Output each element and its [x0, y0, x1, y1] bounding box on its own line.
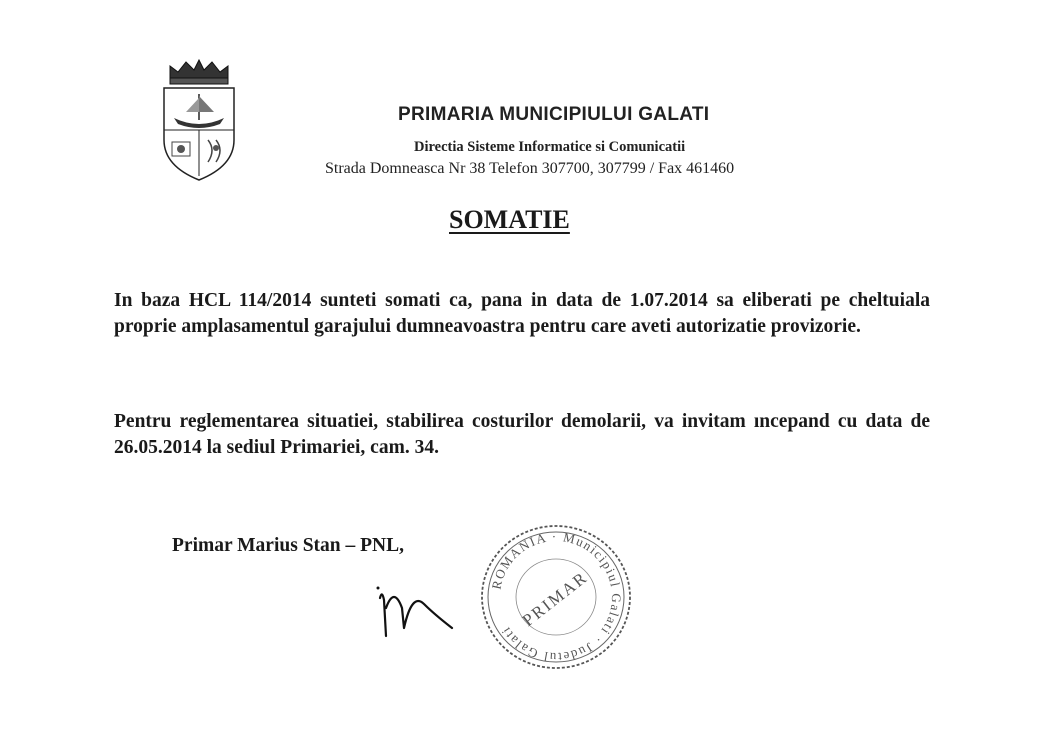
stamp-center-text: PRIMAR	[518, 567, 592, 631]
round-official-stamp-icon	[477, 522, 635, 672]
organization-name: PRIMARIA MUNICIPIULUI GALATI	[398, 104, 710, 125]
galati-coat-of-arms-icon	[158, 58, 240, 182]
department-name: Directia Sisteme Informatice si Comunicatii	[414, 139, 686, 155]
organization-address: Strada Domneasca Nr 38 Telefon 307700, 307799 / Fax 461460	[325, 160, 735, 177]
stamp-outer-text: ROMANIA · Municipiul Galati · Judetul Galati	[488, 528, 625, 666]
signatory-line: Primar Marius Stan – PNL,	[172, 535, 405, 556]
body-paragraph-2: Pentru reglementarea situatiei, stabilirea costurilor demolarii, va invitam ıncepand cu data de 26.05.2014 la sediul Primariei, cam. 34.	[114, 411, 930, 458]
document-title: SOMATIE	[449, 205, 570, 234]
body-paragraph-1: In baza HCL 114/2014 sunteti somati ca, pana in data de 1.07.2014 sa eliberati pe cheltuiala proprie amplasamentul garajului dumneavoastra pentru care aveti autorizatie provizorie.	[114, 290, 930, 337]
handwritten-signature-icon	[372, 578, 462, 640]
